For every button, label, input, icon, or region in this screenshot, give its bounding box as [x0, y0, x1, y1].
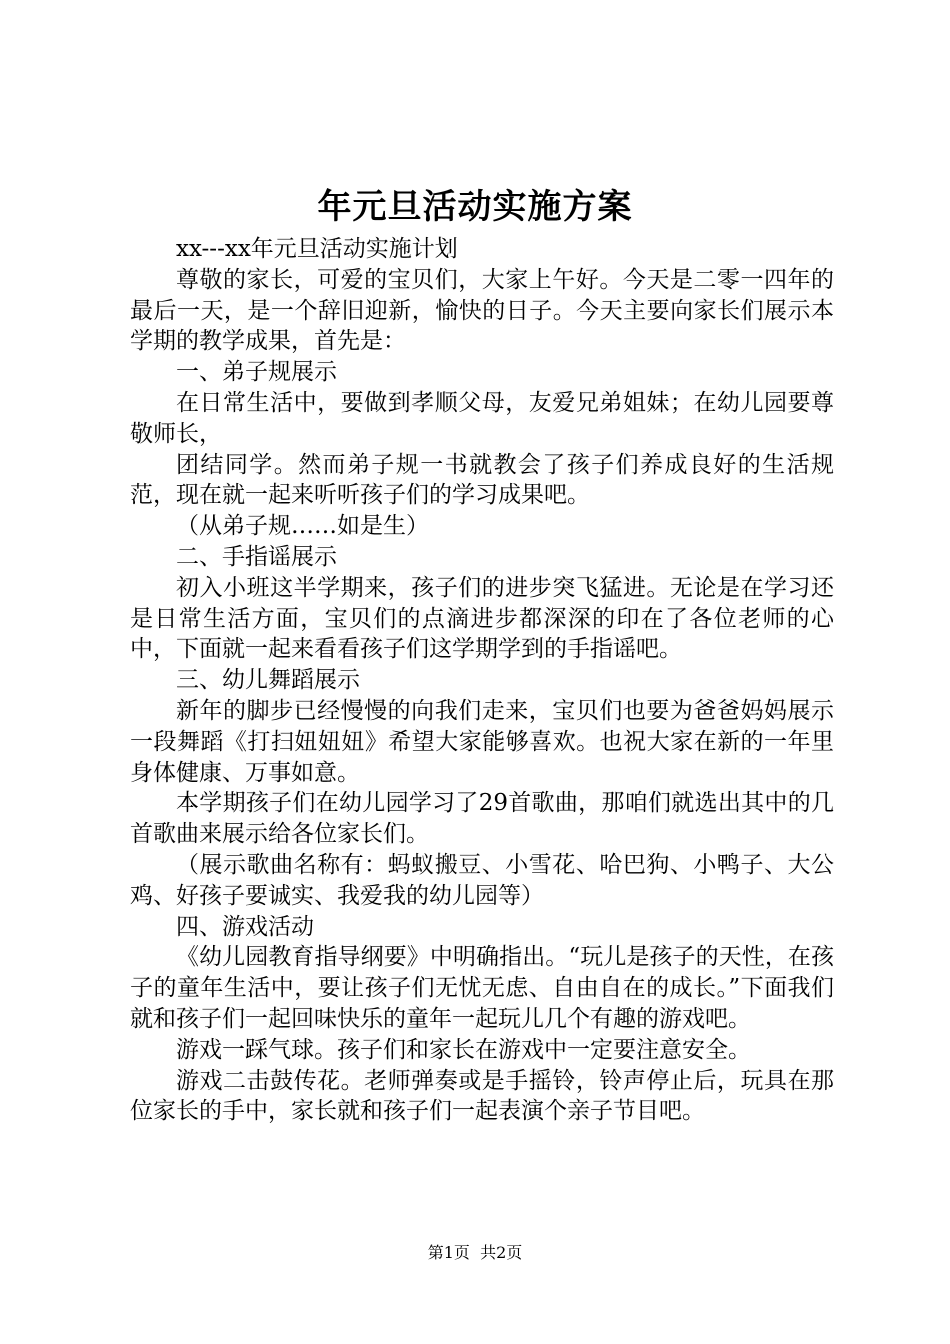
- page-footer: [0, 1242, 950, 1264]
- section-heading-2: 二、手指谣展示: [176, 543, 337, 570]
- section-heading-4: 四、游戏活动: [176, 913, 314, 940]
- greeting-paragraph: 尊敬的家长，可爱的宝贝们，大家上午好。今天是二零一四年的最后一天，是一个辞旧迎新，愉快的日子。今天主要向家长们展示本学期的教学成果，首先是：: [130, 266, 834, 355]
- body-paragraph: 在日常生活中，要做到孝顺父母，友爱兄弟姐妹；在幼儿园要尊敬师长，: [130, 389, 834, 447]
- body-paragraph: 初入小班这半学期来，孩子们的进步突飞猛进。无论是在学习还是日常生活方面，宝贝们的点滴进步都深深的印在了各位老师的心中，下面就一起来看看孩子们这学期学到的手指谣吧。: [130, 574, 834, 663]
- body-paragraph: 团结同学。然而弟子规一书就教会了孩子们养成良好的生活规范，现在就一起来听听孩子们的学习成果吧。: [130, 451, 834, 509]
- document-title: 年元旦活动实施方案: [317, 187, 633, 227]
- document-body: [130, 234, 834, 1127]
- body-paragraph: 《幼儿园教育指导纲要》中明确指出。“玩儿是孩子的天性，在孩子的童年生活中，要让孩子们无忧无虑、自由自在的成长。”下面我们就和孩子们一起回味快乐的童年一起玩儿几个有趣的游戏吧。: [130, 944, 834, 1032]
- body-paragraph: 本学期孩子们在幼儿园学习了29首歌曲，那咱们就选出其中的几首歌曲来展示给各位家长们。: [130, 790, 834, 848]
- body-paragraph: （展示歌曲名称有：蚂蚁搬豆、小雪花、哈巴狗、小鸭子、大公鸡、好孩子要诚实、我爱我的幼儿园等）: [130, 851, 834, 909]
- body-paragraph: （从弟子规……如是生）: [176, 513, 429, 540]
- page-number: 第1页: [427, 1243, 470, 1262]
- body-paragraph: 游戏一踩气球。孩子们和家长在游戏中一定要注意安全。: [176, 1036, 751, 1063]
- body-paragraph: 新年的脚步已经慢慢的向我们走来，宝贝们也要为爸爸妈妈展示一段舞蹈《打扫妞妞妞》希望大家能够喜欢。也祝大家在新的一年里身体健康、万事如意。: [130, 697, 834, 786]
- section-heading-1: 一、弟子规展示: [176, 359, 337, 386]
- section-heading-3: 三、幼儿舞蹈展示: [176, 667, 360, 694]
- body-paragraph: 游戏二击鼓传花。老师弹奏或是手摇铃，铃声停止后，玩具在那位家长的手中，家长就和孩子们一起表演个亲子节目吧。: [130, 1067, 834, 1125]
- subtitle-paragraph: xx---xx年元旦活动实施计划: [176, 236, 458, 262]
- page-total: 共2页: [480, 1243, 523, 1262]
- footer-separator: [470, 1243, 480, 1262]
